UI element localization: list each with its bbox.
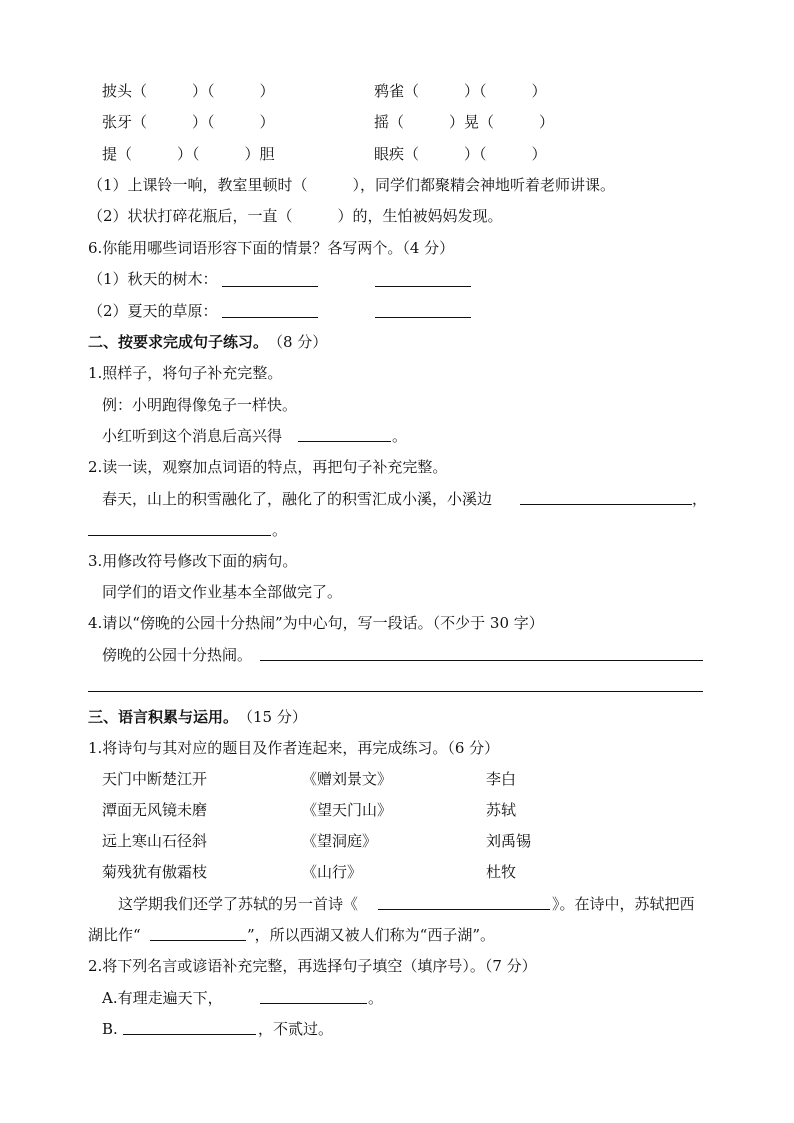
fill-sentence-2 xyxy=(0,201,794,231)
sec2-q2 xyxy=(0,452,794,482)
sec2-q3 xyxy=(0,546,794,576)
punctuation: 。 xyxy=(368,989,384,1007)
example-text: 例：小明跑得像兔子一样快。 xyxy=(102,396,298,414)
word-row-3 xyxy=(0,139,794,169)
paragraph-text: 这学期我们还学了苏轼的另一首诗《 xyxy=(118,895,359,913)
poem-title[interactable]: 《赠刘景文》 xyxy=(302,770,393,788)
paragraph-text: 》。在诗中，苏轼把西 xyxy=(552,895,695,913)
poem-author[interactable]: 杜牧 xyxy=(486,863,517,881)
sec3-paragraph-2 xyxy=(0,920,794,950)
question-text: （1）秋天的树木： xyxy=(88,270,218,288)
answer-blank[interactable] xyxy=(222,286,318,287)
paragraph-text: ”，所以西湖又被人们称为“西子湖”。 xyxy=(247,926,496,944)
section-title: 二、按要求完成句子练习。 xyxy=(88,333,269,351)
word-item: 眼疾（ ）（ ） xyxy=(374,145,547,163)
poem-title[interactable]: 《山行》 xyxy=(302,863,363,881)
section-3-heading xyxy=(0,702,794,732)
sec2-q1-example xyxy=(0,390,794,420)
punctuation: 。 xyxy=(272,521,288,539)
question-text: 1.照样子，将句子补充完整。 xyxy=(88,364,283,382)
writing-line[interactable] xyxy=(260,660,703,661)
question-6-a xyxy=(0,264,794,294)
poem-line[interactable]: 潭面无风镜未磨 xyxy=(102,801,208,819)
poem-title[interactable]: 《望天门山》 xyxy=(302,801,393,819)
proverb-text: A.有理走遍天下， xyxy=(102,989,223,1007)
section-title: 三、语言积累与运用。 xyxy=(88,708,239,726)
answer-blank[interactable] xyxy=(150,940,246,941)
writing-line[interactable] xyxy=(88,691,703,692)
answer-blank[interactable] xyxy=(222,317,318,318)
answer-blank[interactable] xyxy=(298,441,391,442)
question-text: 6.你能用哪些词语形容下面的情景？各写两个。（4 分） xyxy=(88,239,455,257)
punctuation: 。 xyxy=(392,427,408,445)
sec2-q4-start xyxy=(0,640,794,670)
word-item: 摇（ ）晃（ ） xyxy=(374,113,555,131)
answer-blank[interactable] xyxy=(378,909,550,910)
sec2-q3-text xyxy=(0,577,794,607)
sec2-q2-text xyxy=(0,484,794,514)
question-text: 春天，山上的积雪融化了，融化了的积雪汇成小溪，小溪边 xyxy=(102,490,493,508)
word-item: 张牙（ ）（ ） xyxy=(102,113,275,131)
sentence-text: （1）上课铃一响，教室里顿时（ ），同学们都聚精会神地听着老师讲课。 xyxy=(88,176,616,194)
sec3-q1 xyxy=(0,733,794,763)
word-row-2 xyxy=(0,107,794,137)
match-row xyxy=(0,857,794,887)
word-row-1 xyxy=(0,76,794,106)
paragraph-text: 湖比作“ xyxy=(88,926,141,944)
poem-author[interactable]: 李白 xyxy=(486,770,517,788)
fill-sentence-1 xyxy=(0,170,794,200)
sec3-q2-b xyxy=(0,1014,794,1044)
match-row xyxy=(0,764,794,794)
poem-line[interactable]: 远上寒山石径斜 xyxy=(102,832,208,850)
question-text: 4.请以“傍晚的公园十分热闹”为中心句，写一段话。（不少于 30 字） xyxy=(88,614,544,632)
punctuation: ， xyxy=(692,490,708,508)
question-text: 3.用修改符号修改下面的病句。 xyxy=(88,552,298,570)
answer-blank[interactable] xyxy=(520,504,692,505)
answer-blank[interactable] xyxy=(123,1034,256,1035)
word-item: 提（ ）（ ）胆 xyxy=(102,145,275,163)
question-text: 小红听到这个消息后高兴得 xyxy=(102,427,283,445)
answer-blank[interactable] xyxy=(375,317,471,318)
section-2-heading xyxy=(0,327,794,357)
word-item: 鸦雀（ ）（ ） xyxy=(374,82,547,100)
sec2-q4 xyxy=(0,608,794,638)
section-score: （15 分） xyxy=(238,708,307,726)
section-score: （8 分） xyxy=(268,333,328,351)
question-text: 2.读一读，观察加点词语的特点，再把句子补充完整。 xyxy=(88,458,448,476)
sec2-q2-cont xyxy=(0,515,794,545)
question-text: （2）夏天的草原： xyxy=(88,302,218,320)
sec3-paragraph-1 xyxy=(0,889,794,919)
sec3-q2-a xyxy=(0,983,794,1013)
poem-author[interactable]: 刘禹锡 xyxy=(486,832,532,850)
sentence-text: 傍晚的公园十分热闹。 xyxy=(102,646,253,664)
proverb-text: ，不贰过。 xyxy=(258,1020,334,1038)
poem-line[interactable]: 天门中断楚江开 xyxy=(102,770,208,788)
sec2-q1 xyxy=(0,358,794,388)
question-6-title xyxy=(0,233,794,263)
answer-blank[interactable] xyxy=(375,286,471,287)
proverb-text: B. xyxy=(102,1020,118,1038)
question-text: 1.将诗句与其对应的题目及作者连起来，再完成练习。（6 分） xyxy=(88,739,500,757)
match-row xyxy=(0,795,794,825)
answer-blank[interactable] xyxy=(260,1003,367,1004)
sec3-q2 xyxy=(0,951,794,981)
sentence-text: 同学们的语文作业基本全部做完了。 xyxy=(102,583,343,601)
poem-line[interactable]: 菊残犹有傲霜枝 xyxy=(102,863,208,881)
sec2-q1-task xyxy=(0,421,794,451)
sentence-text: （2）状状打碎花瓶后，一直（ ）的，生怕被妈妈发现。 xyxy=(88,207,503,225)
question-6-b xyxy=(0,296,794,326)
question-text: 2.将下列名言或谚语补充完整，再选择句子填空（填序号）。（7 分） xyxy=(88,957,537,975)
answer-blank[interactable] xyxy=(88,535,271,536)
match-row xyxy=(0,826,794,856)
poem-author[interactable]: 苏轼 xyxy=(486,801,517,819)
word-item: 披头（ ）（ ） xyxy=(102,82,275,100)
poem-title[interactable]: 《望洞庭》 xyxy=(302,832,378,850)
